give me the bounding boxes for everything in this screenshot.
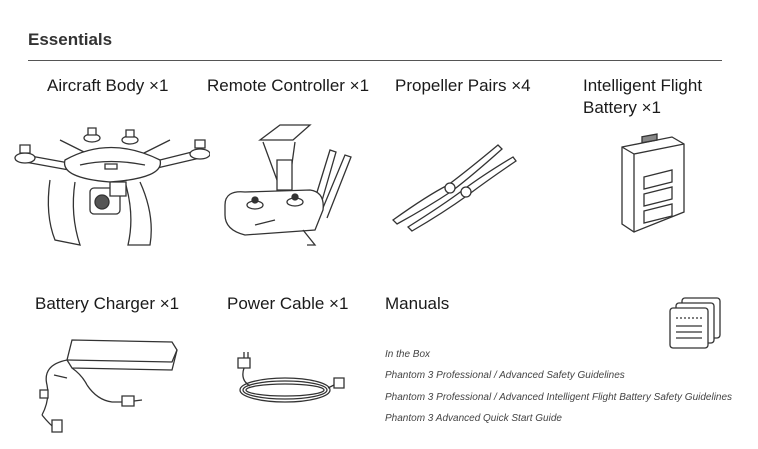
propeller-pairs-label: Propeller Pairs ×4: [395, 76, 531, 95]
aircraft-icon: [10, 120, 210, 250]
manual-item: Phantom 3 Professional / Advanced Intelligent Flight Battery Safety Guidelines: [385, 392, 733, 403]
remote-controller-label: Remote Controller ×1: [207, 76, 370, 95]
propeller-icon: [388, 135, 518, 235]
manual-item: Phantom 3 Advanced Quick Start Guide: [385, 413, 562, 424]
battery-label-line1: Intelligent Flight: [583, 76, 703, 95]
aircraft-body-label: Aircraft Body ×1: [47, 76, 169, 95]
battery-label-line2: Battery ×1: [583, 98, 661, 117]
charger-icon: [32, 330, 182, 440]
remote-controller-icon: [215, 120, 365, 250]
battery-charger-label: Battery Charger ×1: [35, 294, 180, 313]
manuals-label: Manuals: [385, 294, 450, 313]
section-title: Essentials: [28, 30, 113, 49]
manuals-icon: [668, 296, 723, 350]
section-divider: [28, 60, 722, 61]
battery-icon: [612, 132, 692, 242]
power-cable-icon: [230, 350, 350, 410]
manual-item: In the Box: [385, 349, 431, 360]
power-cable-label: Power Cable ×1: [227, 294, 349, 313]
manual-item: Phantom 3 Professional / Advanced Safety Guidelines: [385, 370, 625, 381]
